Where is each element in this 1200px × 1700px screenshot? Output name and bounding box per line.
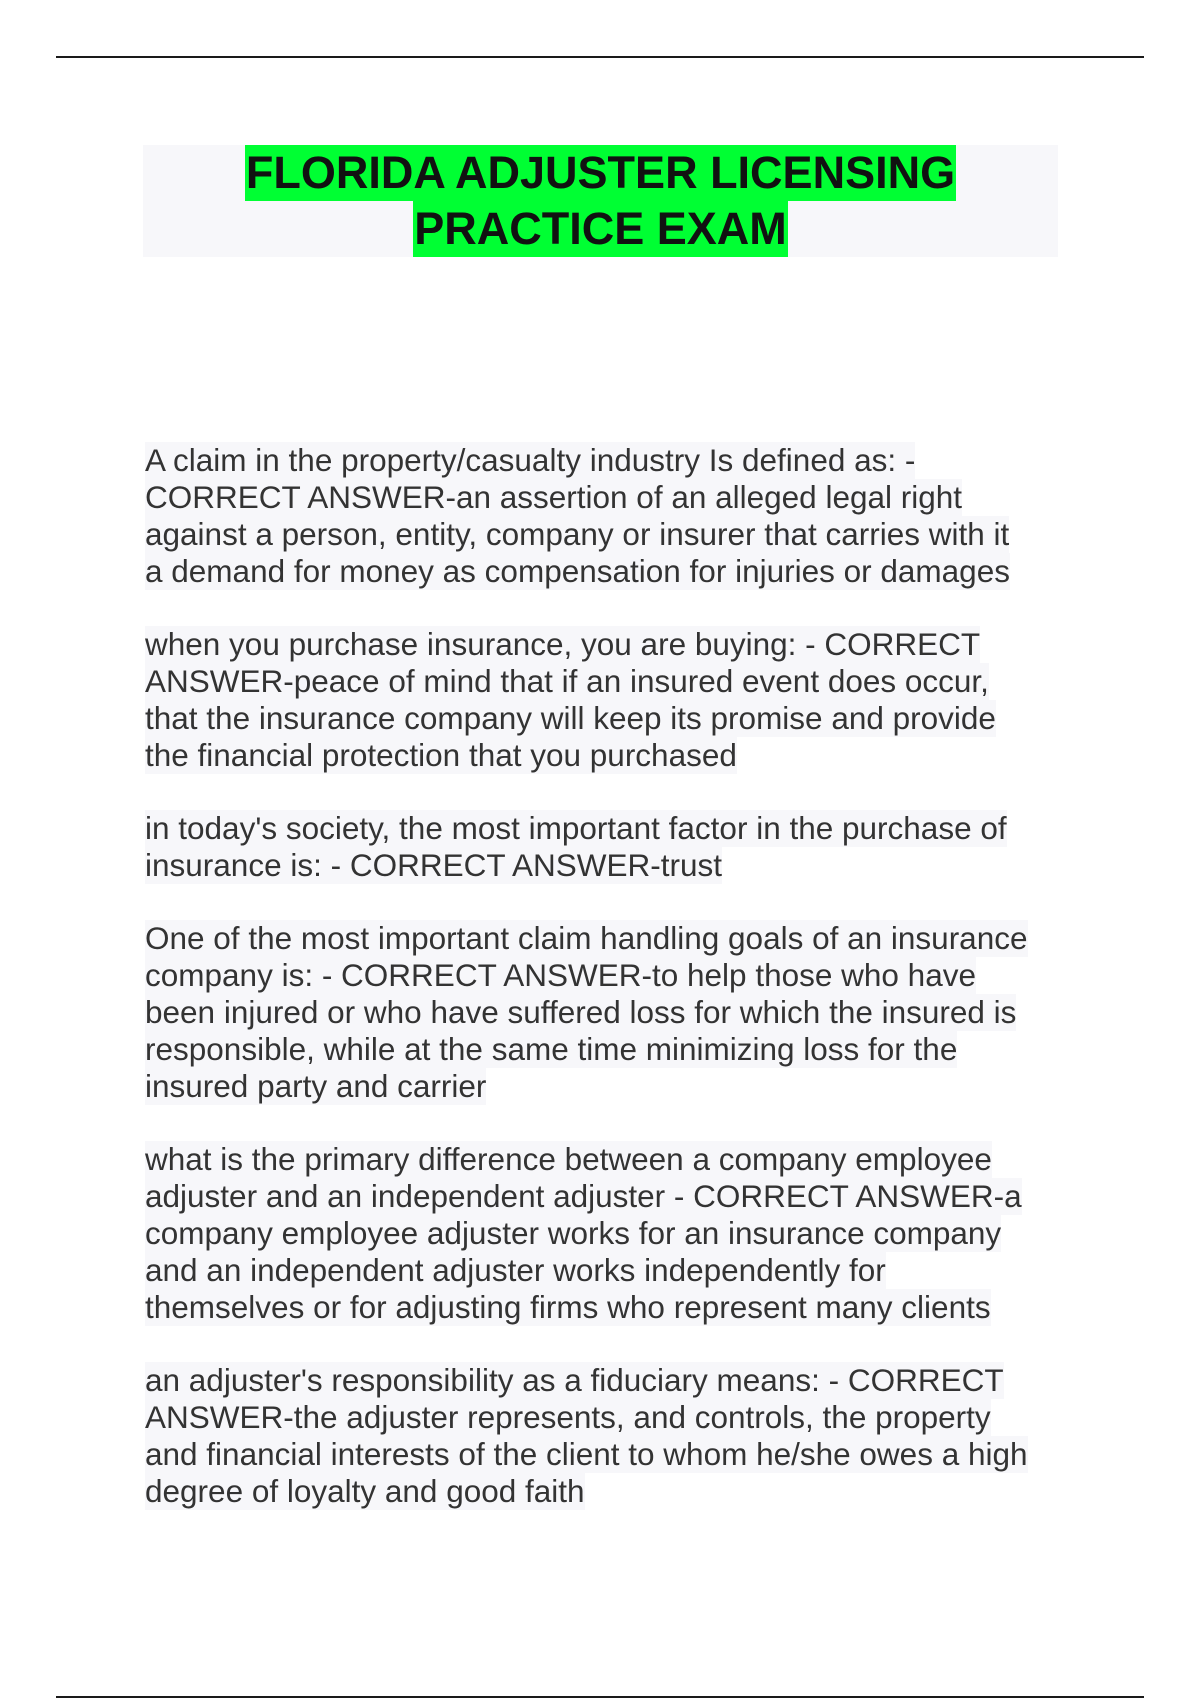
top-rule: [56, 56, 1144, 58]
qa-item-claim-handling-goals: [145, 920, 1075, 1105]
qa-text-line: ANSWER-the adjuster represents, and controls, the property: [145, 1399, 991, 1435]
page-title-line-1: FLORIDA ADJUSTER LICENSING: [245, 145, 956, 201]
qa-text-line: a demand for money as compensation for injuries or damages: [145, 553, 1010, 589]
qa-text-line: degree of loyalty and good faith: [145, 1473, 585, 1509]
qa-text-line: in today's society, the most important factor in the purchase of: [145, 810, 1007, 846]
qa-text-line: and financial interests of the client to whom he/she owes a high: [145, 1436, 1028, 1472]
qa-text-line: been injured or who have suffered loss for which the insured is: [145, 994, 1017, 1030]
qa-text-line: adjuster and an independent adjuster - CORRECT ANSWER-a: [145, 1178, 1022, 1214]
qa-text-line: that the insurance company will keep its promise and provide: [145, 700, 996, 736]
qa-text-line: insured party and carrier: [145, 1068, 487, 1104]
qa-item-purchase-insurance: [145, 626, 1075, 774]
page-title-line-2: PRACTICE EXAM: [413, 201, 788, 257]
qa-text-line: what is the primary difference between a company employee: [145, 1141, 992, 1177]
qa-text-line: against a person, entity, company or insurer that carries with it: [145, 516, 1010, 552]
bottom-rule: [56, 1696, 1144, 1698]
qa-text-line: A claim in the property/casualty industry Is defined as: -: [145, 442, 916, 478]
qa-item-important-factor: [145, 810, 1075, 884]
qa-text-line: responsible, while at the same time minimizing loss for the: [145, 1031, 958, 1067]
qa-text-line: the financial protection that you purchased: [145, 737, 737, 773]
qa-item-claim-definition: [145, 442, 1075, 590]
qa-item-adjuster-difference: [145, 1141, 1075, 1326]
qa-text-line: CORRECT ANSWER-an assertion of an alleged legal right: [145, 479, 963, 515]
title-block: [143, 145, 1058, 257]
qa-text-line: ANSWER-peace of mind that if an insured event does occur,: [145, 663, 989, 699]
qa-text-line: when you purchase insurance, you are buying: - CORRECT: [145, 626, 981, 662]
qa-text-line: insurance is: - CORRECT ANSWER-trust: [145, 847, 723, 883]
question-answer-list: [145, 442, 1075, 1546]
qa-item-fiduciary: [145, 1362, 1075, 1510]
qa-text-line: themselves or for adjusting firms who represent many clients: [145, 1289, 991, 1325]
qa-text-line: and an independent adjuster works independently for: [145, 1252, 886, 1288]
qa-text-line: company is: - CORRECT ANSWER-to help those who have: [145, 957, 976, 993]
qa-text-line: company employee adjuster works for an insurance company: [145, 1215, 1002, 1251]
qa-text-line: One of the most important claim handling goals of an insurance: [145, 920, 1028, 956]
qa-text-line: an adjuster's responsibility as a fiduciary means: - CORRECT: [145, 1362, 1004, 1398]
